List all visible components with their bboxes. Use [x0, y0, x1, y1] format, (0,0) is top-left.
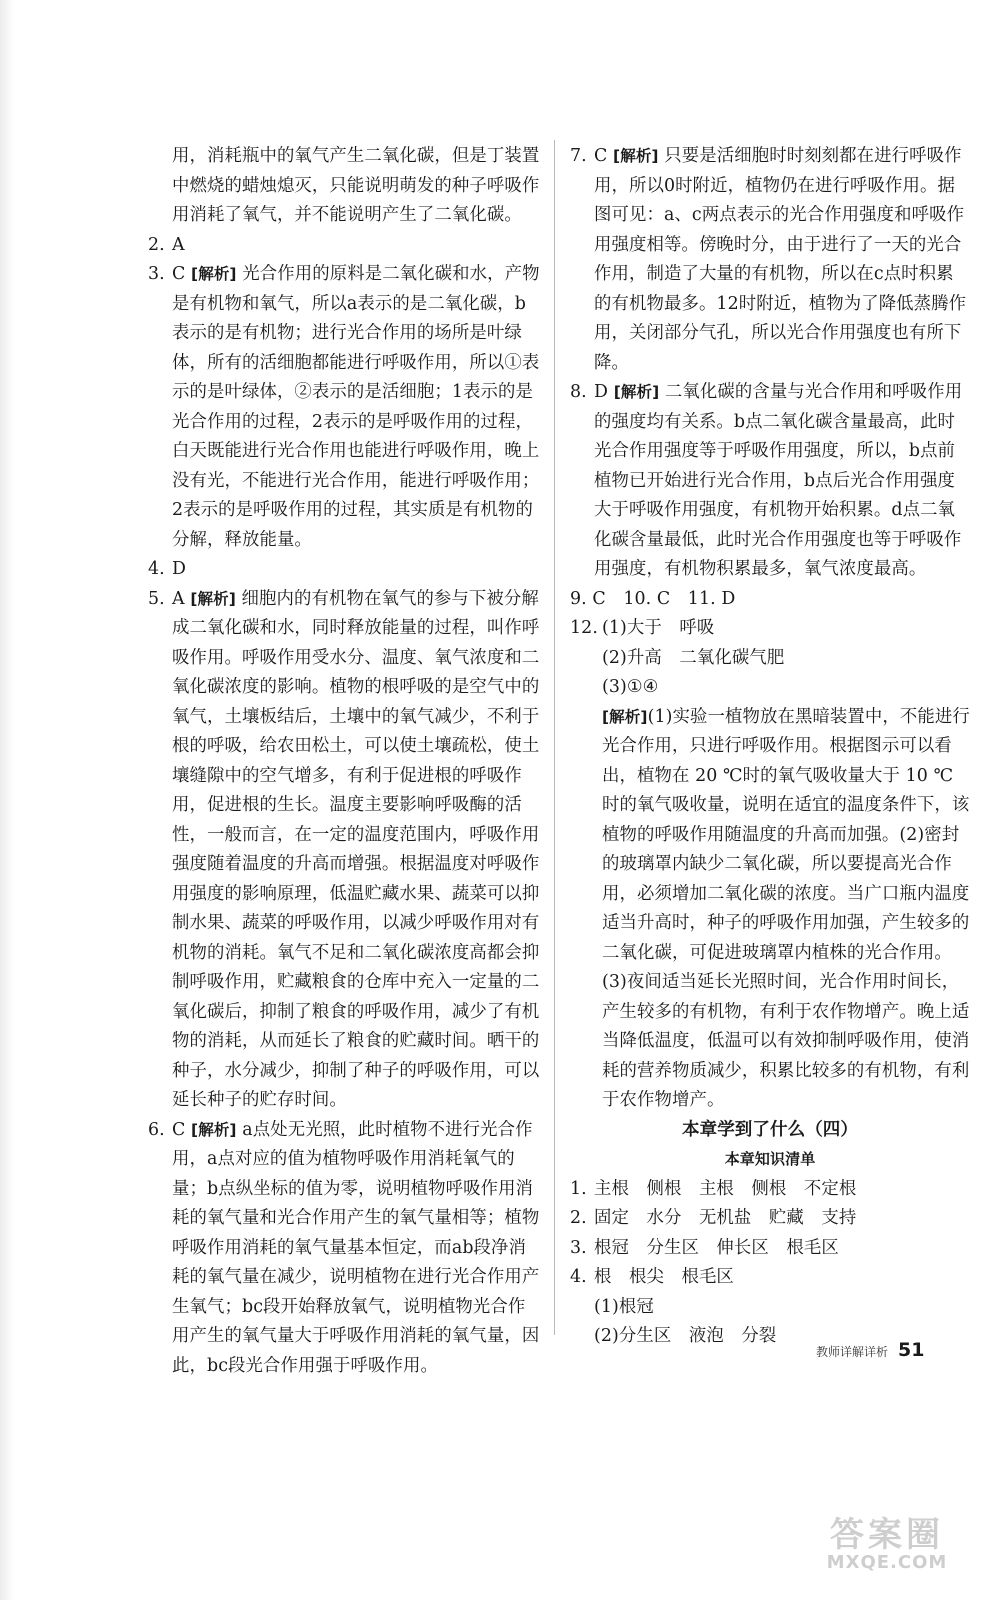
answer-item-8	[570, 378, 970, 585]
left-column	[148, 142, 540, 1381]
list-item	[570, 1175, 970, 1205]
sub-answer-1: (1)大于 呼吸	[602, 618, 715, 638]
analysis-text: a点处无光照，此时植物不进行光合作用，a点对应的值为植物呼吸作用消耗氧气的量；b点纵坐标的值为零，说明植物呼吸作用消耗的氧气量和光合作用产生的氧气量相等；植物呼吸作用消耗的氧气量基本恒定，而ab段净消耗的氧气量在减少，说明植物在进行光合作用产生氧气；bc段开始释放氧气，说明植物光合作用产生的氧气量大于呼吸作用消耗的氧气量，因此，bc段光合作用强于呼吸作用。	[172, 1119, 540, 1376]
answer-letter: C	[594, 146, 608, 166]
item-12-analysis	[570, 703, 970, 1116]
answer-item-2	[148, 231, 540, 261]
scan-edge	[0, 0, 14, 1600]
item-number: 2.	[570, 1208, 587, 1228]
answer-item-3	[148, 260, 540, 555]
answer-item-5	[148, 585, 540, 1116]
item-number: 3.	[570, 1237, 587, 1258]
item-number: 5.	[148, 588, 165, 609]
sub-answer-2: (2)升高 二氧化碳气肥	[602, 647, 785, 668]
item-number: 1.	[570, 1178, 587, 1199]
answer-item-12	[570, 614, 970, 644]
item-1-continuation: 用，消耗瓶中的氧气产生二氧化碳，但是丁装置中燃烧的蜡烛熄灭，只能说明萌发的种子呼吸作用消耗了氧气，并不能说明产生了二氧化碳。	[172, 146, 540, 225]
list-item-text: 根冠 分生区 伸长区 根毛区	[594, 1237, 839, 1258]
answer-text: D	[172, 559, 187, 579]
list-item-text: 主根 侧根 主根 侧根 不定根	[594, 1178, 857, 1199]
item-number: 3.	[148, 264, 165, 284]
footer-label: 教师详解详析	[816, 1345, 889, 1359]
item-number: 2.	[148, 234, 165, 255]
analysis-text: (1)实验一植物放在黑暗装置中，不能进行光合作用，只进行呼吸作用。根据图示可以看出，植物在 20 ℃时的氧气吸收量大于 10 ℃时的氧气吸收量，说明在适宜的温度条件下，该植物的呼吸作用随温度的升高而加强。(2)密封的玻璃罩内缺少二氧化碳，所以要提高光合作用，必须增加二氧化碳的浓度。当广口瓶内温度适当升高时，种子的呼吸作用加强，产生较多的二氧化碳，可促进玻璃罩内植株的光合作用。(3)夜间适当延长光照时间，光合作用时间长，产生较多的有机物，有利于农作物增产。晚上适当降低温度，低温可以有效抑制呼吸作用，使消耗的营养物质减少，积累比较多的有机物，有利于农作物增产。	[602, 706, 970, 1110]
answer-items-9-11: 9. C 10. C 11. D	[570, 588, 736, 609]
answer-item-4	[148, 555, 540, 585]
page-footer	[816, 1339, 924, 1369]
analysis-text: 只要是活细胞时时刻刻都在进行呼吸作用，所以0时附近，植物仍在进行呼吸作用。据图可见：a、c两点表示的光合作用强度和呼吸作用强度相等。傍晚时分，由于进行了一天的光合作用，制造了大量的有机物，所以在c点时积累的有机物最多。12时附近，植物为了降低蒸腾作用，关闭部分气孔，所以光合作用强度也有所下降。	[594, 146, 967, 373]
item-number: 7.	[570, 146, 587, 166]
item-number: 4.	[148, 559, 165, 579]
list-item	[570, 1234, 970, 1264]
list-sub-item-1: (1)根冠	[594, 1296, 654, 1317]
watermark-url: MXQE.COM	[826, 1552, 948, 1573]
sub-answer-3: (3)①④	[602, 677, 659, 697]
list-item-text: 根 根尖 根毛区	[594, 1267, 734, 1287]
answer-letter: A	[172, 588, 185, 609]
section-subtitle: 本章知识清单	[724, 1150, 816, 1168]
right-column	[570, 142, 970, 1352]
page-number: 51	[898, 1339, 925, 1361]
answer-letter: C	[172, 264, 186, 284]
analysis-tag: [解析]	[613, 147, 659, 165]
analysis-tag: [解析]	[191, 265, 237, 283]
watermark-logo	[802, 1514, 972, 1576]
analysis-tag: [解析]	[613, 383, 660, 401]
answer-item-7	[570, 142, 970, 378]
answer-item-6	[148, 1116, 540, 1382]
item-number: 4.	[570, 1267, 587, 1287]
list-item-text: 固定 水分 无机盐 贮藏 支持	[594, 1208, 857, 1228]
item-number: 8.	[570, 382, 587, 402]
analysis-tag: [解析]	[191, 1120, 237, 1139]
item-number: 12.	[570, 618, 598, 638]
watermark-text: 答案圈	[830, 1515, 944, 1555]
section-title: 本章学到了什么（四）	[682, 1119, 858, 1140]
analysis-tag: [解析]	[190, 589, 236, 608]
list-item	[570, 1263, 970, 1293]
analysis-tag: [解析]	[602, 707, 648, 726]
item-number: 6.	[148, 1119, 165, 1140]
answer-text: A	[172, 234, 185, 255]
analysis-text: 二氧化碳的含量与光合作用和呼吸作用的强度均有关系。b点二氧化碳含量最高，此时光合作用强度等于呼吸作用强度，所以，b点前植物已开始进行光合作用，b点后光合作用强度大于呼吸作用强度，有机物开始积累。d点二氧化碳含量最低，此时光合作用强度也等于呼吸作用强度，有机物积累最多，氧气浓度最高。	[594, 382, 963, 579]
list-item	[570, 1204, 970, 1234]
analysis-text: 细胞内的有机物在氧气的参与下被分解成二氧化碳和水，同时释放能量的过程，叫作呼吸作用。呼吸作用受水分、温度、氧气浓度和二氧化碳浓度的影响。植物的根呼吸的是空气中的氧气，土壤板结后，土壤中的氧气减少，不利于根的呼吸，给农田松土，可以使土壤疏松，使土壤缝隙中的空气增多，有利于促进根的呼吸作用，促进根的生长。温度主要影响呼吸酶的活性，一般而言，在一定的温度范围内，呼吸作用强度随着温度的升高而增强。根据温度对呼吸作用强度的影响原理，低温贮藏水果、蔬菜可以抑制水果、蔬菜的呼吸作用，以减少呼吸作用对有机物的消耗。氧气不足和二氧化碳浓度高都会抑制呼吸作用，贮藏粮食的仓库中充入一定量的二氧化碳后，抑制了粮食的呼吸作用，减少了有机物的消耗，从而延长了粮食的贮藏时间。晒干的种子，水分减少，抑制了种子的呼吸作用，可以延长种子的贮存时间。	[172, 588, 540, 1110]
answer-letter: D	[594, 382, 609, 402]
column-divider	[554, 140, 555, 1335]
answer-letter: C	[172, 1119, 186, 1140]
list-sub-item-2: (2)分生区 液泡 分裂	[594, 1326, 777, 1346]
analysis-text: 光合作用的原料是二氧化碳和水，产物是有机物和氧气，所以a表示的是二氧化碳，b表示的是有机物；进行光合作用的场所是叶绿体，所有的活细胞都能进行呼吸作用，所以①表示的是叶绿体，②表示的是活细胞；1表示的是光合作用的过程，2表示的是呼吸作用的过程，白天既能进行光合作用也能进行呼吸作用，晚上没有光，不能进行光合作用，能进行呼吸作用；2表示的是呼吸作用的过程，其实质是有机物的分解，释放能量。	[172, 264, 540, 550]
